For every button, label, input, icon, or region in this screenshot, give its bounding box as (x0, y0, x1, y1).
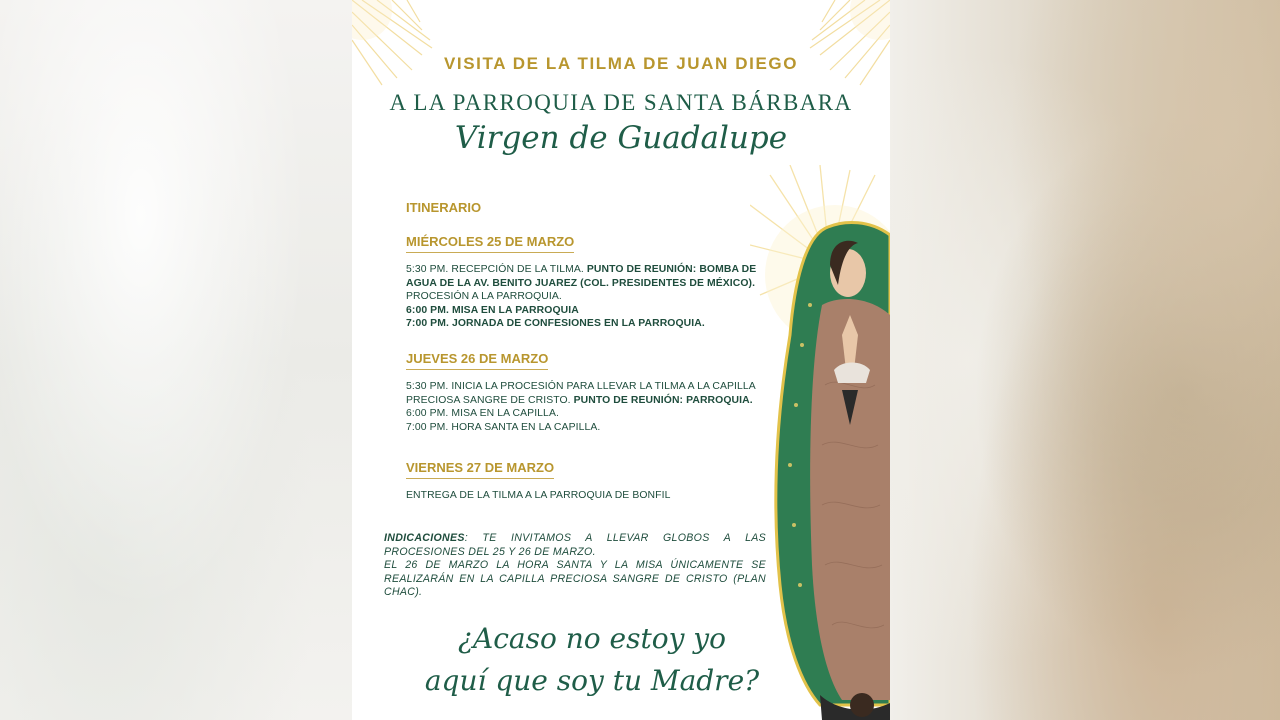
blurred-background-left (0, 0, 352, 720)
day-block-thursday (406, 350, 786, 434)
day-schedule (406, 489, 786, 503)
schedule-line: 5:30 PM. RECEPCIÓN DE LA TILMA. (406, 264, 587, 275)
schedule-line: 5:30 PM. INICIA LA PROCESIÓN PARA LLEVAR LA TILMA A LA CAPILLA PRECIOSA SANGRE DE CRISTO. (406, 381, 756, 406)
day-block-friday (406, 459, 786, 503)
schedule-line: 6:00 PM. MISA EN LA CAPILLA. (406, 408, 559, 419)
indications-text: EL 26 DE MARZO LA HORA SANTA Y LA MISA ÚNICAMENTE SE REALIZARÁN EN LA CAPILLA PRECIOSA SANGRE DE CRISTO (PLAN CHAC). (384, 559, 766, 599)
cuff (834, 363, 870, 384)
virgin-of-guadalupe-illustration (750, 165, 890, 720)
schedule-line: 7:00 PM. JORNADA DE CONFESIONES EN LA PARROQUIA. (406, 318, 705, 329)
indications-text: : TE INVITAMOS A LLEVAR GLOBOS A LAS PROCESIONES DEL 25 Y 26 DE MARZO. (384, 532, 766, 558)
day-block-wednesday (406, 233, 786, 331)
day-schedule (406, 263, 786, 331)
schedule-line: ENTREGA DE LA TILMA A LA PARROQUIA DE BONFIL (406, 490, 671, 501)
day-title: VIERNES 27 DE MARZO (406, 460, 554, 479)
itinerary (406, 200, 786, 501)
indications-label: INDICACIONES (384, 532, 465, 544)
quote-line: aquí que soy tu Madre? (424, 664, 760, 697)
angel-head (850, 693, 874, 717)
day-title: MIÉRCOLES 25 DE MARZO (406, 234, 574, 253)
itinerary-heading: ITINERARIO (406, 200, 482, 215)
meeting-point: PUNTO DE REUNIÓN: PARROQUIA. (573, 394, 753, 406)
golden-rays-right (770, 0, 890, 90)
meeting-point: PUNTO DE REUNIÓN: BOMBA DE AGUA DE LA AV. BENITO JUAREZ (COL. PRESIDENTES DE MÉXICO). (406, 264, 757, 289)
virgin-title: Virgen de Guadalupe (454, 120, 788, 156)
day-title: JUEVES 26 DE MARZO (406, 351, 548, 370)
blurred-background-right (890, 0, 1280, 720)
parish-title: A LA PARROQUIA DE SANTA BÁRBARA (389, 90, 853, 115)
day-schedule (406, 380, 786, 434)
event-title: VISITA DE LA TILMA DE JUAN DIEGO (443, 54, 799, 73)
schedule-line: 6:00 PM. MISA EN LA PARROQUIA (406, 304, 579, 316)
poster (352, 0, 890, 720)
schedule-line: 7:00 PM. HORA SANTA EN LA CAPILLA. (406, 421, 601, 433)
closing-quote (412, 618, 772, 702)
schedule-line: PROCESIÓN A LA PARROQUIA. (406, 291, 562, 302)
golden-rays-left (352, 0, 472, 90)
quote-line: ¿Acaso no estoy yo (458, 622, 726, 655)
indications (384, 532, 766, 600)
